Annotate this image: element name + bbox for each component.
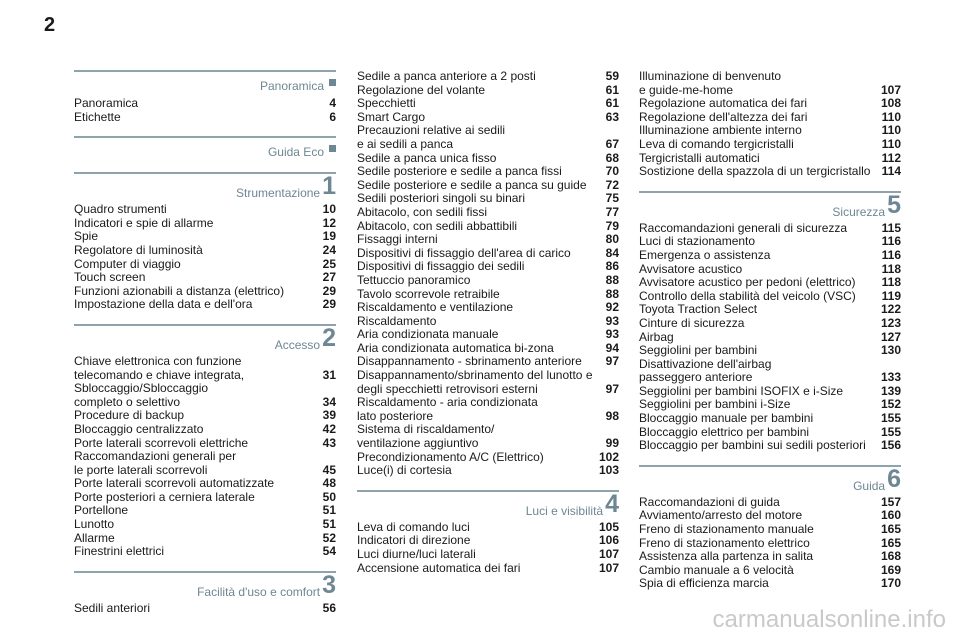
toc-entry-label: Regolazione del volante: [357, 82, 486, 97]
toc-entry-label: Sedile a panca anteriore a 2 posti: [357, 69, 536, 83]
toc-entry[interactable]: [74, 111, 336, 125]
square-bullet-icon: [329, 145, 336, 152]
toc-entry-page: 103: [598, 463, 619, 478]
chapter-number: 2: [322, 323, 336, 352]
toc-entry-page: 61: [605, 96, 619, 111]
toc-entry[interactable]: [357, 124, 619, 151]
toc-entry-page: 116: [881, 247, 901, 262]
toc-entry-label: Riscaldamento e ventilazione: [357, 300, 514, 315]
section-title: Luci e visibilità: [525, 503, 604, 518]
toc-entry[interactable]: [639, 358, 901, 385]
toc-entry-page: 42: [322, 421, 336, 436]
toc-entry-page: 56: [322, 600, 336, 615]
toc-entry-page: 67: [605, 136, 619, 151]
toc-entry[interactable]: [639, 523, 901, 537]
toc-entry-label: Regolazione dell'altezza dei fari: [639, 109, 808, 124]
toc-entry-label: Sedile posteriore e sedile a panca fissi: [357, 164, 562, 179]
toc-entry[interactable]: [74, 258, 336, 272]
toc-entry-label: Luci di stazionamento: [639, 234, 756, 249]
toc-entry-page: 156: [880, 438, 901, 453]
toc-entry-label: Bloccaggio per bambini sui sedili posteriori: [639, 438, 866, 453]
toc-entry-page: 48: [322, 476, 336, 491]
toc-entry-label: Avvisatore acustico per pedoni (elettrico): [639, 275, 856, 290]
toc-entry[interactable]: [74, 355, 336, 382]
toc-entry-label: Assistenza alla partenza in salita: [639, 549, 814, 564]
toc-entry[interactable]: [74, 285, 336, 299]
section-header: [74, 571, 336, 599]
toc-entry[interactable]: [639, 152, 901, 166]
toc-entry[interactable]: [74, 518, 336, 532]
toc-entry[interactable]: [74, 409, 336, 423]
toc-entry-label: Raccomandazioni generali di sicurezza: [639, 220, 848, 235]
chapter-number: 4: [605, 489, 619, 518]
toc-entry-page: 92: [605, 300, 619, 315]
toc-section: [74, 571, 336, 616]
toc-entry-page: 61: [605, 82, 619, 97]
toc-entry-label: Regolatore di luminosità: [74, 242, 203, 257]
toc-entry-page: 52: [322, 530, 336, 545]
toc-entry-page: 72: [605, 177, 619, 192]
toc-entry-label: Avviamento/arresto del motore: [639, 508, 803, 523]
section-header: [74, 324, 336, 352]
toc-entry-label: Illuminazione ambiente interno: [639, 123, 802, 138]
toc-entry-page: 29: [322, 283, 336, 298]
square-bullet-icon: [329, 79, 336, 86]
toc-entry-label: Sistema di riscaldamento/ ventilazione aggiuntivo: [357, 422, 495, 451]
toc-entry-page: 98: [605, 408, 619, 423]
toc-entry-page: 139: [880, 383, 901, 398]
toc-entry[interactable]: [357, 274, 619, 288]
watermark: carmanualsonline.info: [712, 606, 946, 633]
toc-entry-label: Sedile posteriore e sedile a panca su guide: [357, 177, 587, 192]
toc-entry[interactable]: [639, 165, 901, 179]
toc-entry[interactable]: [357, 534, 619, 548]
toc-entry-label: Bloccaggio manuale per bambini: [639, 411, 814, 426]
toc-entry-label: Seggiolini per bambini i-Size: [639, 397, 791, 412]
toc-entry-page: 165: [880, 522, 901, 537]
toc-entry-label: Abitacolo, con sedili abbattibili: [357, 218, 518, 233]
toc-entry-page: 19: [322, 229, 336, 244]
toc-section: [639, 465, 901, 591]
toc-entry-label: Indicatori e spie di allarme: [74, 215, 214, 230]
toc-entry-label: Seggiolini per bambini ISOFIX e i-Size: [639, 383, 844, 398]
toc-entry[interactable]: [639, 331, 901, 345]
section-header: [74, 70, 336, 94]
toc-entry[interactable]: [357, 288, 619, 302]
toc-entry[interactable]: [357, 369, 619, 396]
toc-entry[interactable]: [639, 138, 901, 152]
toc-entry-label: Seggiolini per bambini: [639, 343, 758, 358]
toc-entry[interactable]: [74, 382, 336, 409]
toc-entry-page: 84: [605, 245, 619, 260]
toc-entry-label: Tettuccio panoramico: [357, 272, 471, 287]
toc-entry[interactable]: [74, 217, 336, 231]
toc-entry[interactable]: [74, 423, 336, 437]
toc-entry-label: Smart Cargo: [357, 109, 426, 124]
toc-entry-label: Riscaldamento - aria condizionata lato posteriore: [357, 395, 538, 423]
toc-entry-page: 25: [322, 256, 336, 271]
toc-entry-page: 68: [605, 150, 619, 165]
toc-entry-page: 122: [880, 302, 901, 317]
toc-entry-label: Procedure di backup: [74, 408, 185, 423]
toc-entry-label: Allarme: [74, 530, 115, 545]
toc-section: [639, 70, 901, 179]
toc-entry-page: 169: [880, 562, 901, 577]
toc-entry-label: Leva di comando tergicristalli: [639, 136, 794, 151]
toc-entry-label: Luci diurne/luci laterali: [357, 547, 476, 561]
toc-entry[interactable]: [74, 437, 336, 451]
page-number: 2: [44, 14, 56, 36]
toc-entry-label: Controllo della stabilità del veicolo (VSC): [639, 288, 856, 303]
toc-entry-label: Touch screen: [74, 270, 146, 285]
toc-entry-label: Porte posteriori a cerniera laterale: [74, 489, 255, 504]
toc-entry-page: 51: [322, 517, 336, 532]
toc-entry-label: Porte laterali scorrevoli automatizzate: [74, 476, 275, 491]
toc-entry[interactable]: [357, 233, 619, 247]
toc-entry[interactable]: [639, 303, 901, 317]
toc-entry-label: Bloccaggio elettrico per bambini: [639, 424, 810, 439]
toc-entry[interactable]: [357, 206, 619, 220]
toc-entry-label: Emergenza o assistenza: [639, 247, 771, 262]
toc-entry-label: Tergicristalli automatici: [639, 150, 760, 165]
toc-entry-page: 43: [322, 435, 336, 450]
toc-entry[interactable]: [357, 464, 619, 478]
toc-entry[interactable]: [357, 451, 619, 465]
section-title: Panoramica: [259, 79, 324, 93]
toc-entry[interactable]: [357, 70, 619, 84]
chapter-number: 1: [322, 172, 336, 201]
toc-entry[interactable]: [639, 385, 901, 399]
section-title: Accesso: [274, 337, 321, 352]
toc-entry[interactable]: [74, 244, 336, 258]
section-header: [639, 191, 901, 219]
toc-entry-page: 4: [329, 96, 336, 110]
toc-entry-label: Dispositivi di fissaggio dell'area di carico: [357, 245, 571, 260]
toc-entry[interactable]: [74, 491, 336, 505]
section-header: [74, 172, 336, 200]
toc-entry-page: 6: [329, 109, 336, 124]
toc-entry-page: 107: [598, 560, 619, 575]
toc-entry[interactable]: [357, 396, 619, 423]
toc-entry-page: 160: [880, 508, 901, 523]
toc-entry-label: Avvisatore acustico: [639, 261, 743, 276]
toc-entry-page: 70: [605, 164, 619, 179]
toc-entry-page: 34: [322, 394, 336, 409]
toc-entry[interactable]: [357, 301, 619, 315]
toc-section: [74, 324, 336, 559]
toc-entry-page: 118: [881, 261, 901, 276]
toc-entry[interactable]: [74, 504, 336, 518]
toc-entry-label: Disappannamento - sbrinamento anteriore: [357, 354, 582, 369]
toc-entry[interactable]: [639, 537, 901, 551]
toc-entry-label: Freno di stazionamento elettrico: [639, 535, 810, 550]
toc-entry-label: Abitacolo, con sedili fissi: [357, 204, 488, 219]
toc-entry-page: 119: [881, 288, 901, 303]
toc-section: [74, 70, 336, 124]
toc-entry[interactable]: [357, 548, 619, 562]
toc-entry-label: Specchietti: [357, 96, 416, 111]
toc-entry-page: 110: [881, 109, 901, 124]
toc-entry[interactable]: [357, 111, 619, 125]
toc-entry[interactable]: [639, 577, 901, 591]
toc-entry-page: 63: [605, 109, 619, 124]
toc-entry-page: 10: [322, 202, 336, 217]
toc-entry-label: Leva di comando luci: [357, 519, 470, 534]
toc-entry-label: Finestrini elettrici: [74, 544, 165, 559]
section-title: Guida: [853, 478, 886, 493]
toc-entry-label: Dispositivi di fissaggio dei sedili: [357, 259, 525, 274]
toc-entry-page: 97: [605, 354, 619, 369]
toc-entry-page: 170: [880, 576, 901, 591]
toc-entry-label: Sedile a panca unica fisso: [357, 150, 497, 165]
toc-entry[interactable]: [639, 426, 901, 440]
toc-entry-page: 157: [880, 494, 901, 509]
toc-entry-label: Spia di efficienza marcia: [639, 576, 769, 591]
toc-entry-page: 88: [605, 286, 619, 301]
toc-section: [357, 70, 619, 478]
toc-section: [639, 191, 901, 453]
toc-entry-page: 54: [322, 544, 336, 559]
toc-entry-page: 59: [605, 69, 619, 83]
toc-entry-page: 93: [605, 327, 619, 342]
toc-entry[interactable]: [357, 152, 619, 166]
toc-entry-page: 29: [322, 297, 336, 312]
toc-entry[interactable]: [639, 276, 901, 290]
toc-entry-page: 80: [605, 232, 619, 247]
toc-entry-page: 27: [322, 270, 336, 285]
section-title: Sicurezza: [832, 204, 886, 219]
toc-entry-label: Regolazione automatica dei fari: [639, 96, 808, 111]
toc-entry[interactable]: [639, 235, 901, 249]
toc-entry-page: 133: [880, 370, 901, 385]
toc-entry-page: 165: [880, 535, 901, 550]
toc-entry-label: Sedili posteriori singoli su binari: [357, 191, 526, 206]
section-title: Guida Eco: [267, 145, 324, 160]
toc-entry-label: Freno di stazionamento manuale: [639, 522, 814, 537]
toc-entry[interactable]: [639, 70, 901, 97]
toc-entry-label: Luce(i) di cortesia: [357, 463, 452, 478]
toc-entry[interactable]: [357, 423, 619, 450]
toc-entry[interactable]: [74, 271, 336, 285]
toc-entry[interactable]: [74, 532, 336, 546]
toc-entry-label: Sedili anteriori: [74, 600, 151, 615]
section-title: Strumentazione: [236, 186, 321, 201]
toc-entry-page: 39: [322, 408, 336, 423]
toc-entry-label: Toyota Traction Select: [639, 302, 758, 317]
toc-entry[interactable]: [357, 165, 619, 179]
toc-entry-page: 97: [605, 381, 619, 396]
toc-entry[interactable]: [357, 355, 619, 369]
toc-column-1: [74, 70, 336, 615]
toc-entry-page: 107: [880, 82, 901, 97]
toc-entry[interactable]: [639, 290, 901, 304]
chapter-number: 6: [887, 464, 901, 493]
toc-entry-label: Aria condizionata manuale: [357, 327, 499, 342]
toc-column-3: [639, 70, 901, 591]
toc-entry[interactable]: [74, 230, 336, 244]
toc-entry-page: 110: [881, 123, 901, 138]
toc-entry-page: 24: [322, 242, 336, 257]
toc-entry-label: Illuminazione di benvenuto e guide-me-home: [639, 69, 782, 97]
section-header: [639, 465, 901, 493]
toc-entry-label: Computer di viaggio: [74, 256, 181, 271]
toc-column-2: [357, 70, 619, 575]
toc-entry-label: Indicatori di direzione: [357, 533, 471, 548]
toc-entry-page: 110: [881, 136, 901, 151]
toc-entry[interactable]: [74, 298, 336, 312]
toc-entry-page: 168: [880, 549, 901, 564]
toc-entry-page: 79: [605, 218, 619, 233]
toc-entry[interactable]: [74, 602, 336, 616]
toc-entry-page: 51: [322, 503, 336, 518]
toc-entry-label: Funzioni azionabili a distanza (elettrico): [74, 283, 285, 298]
toc-entry[interactable]: [357, 192, 619, 206]
toc-entry-label: Tavolo scorrevole retraibile: [357, 286, 500, 301]
toc-entry[interactable]: [74, 450, 336, 477]
toc-entry-label: Cambio manuale a 6 velocità: [639, 562, 794, 577]
toc-entry-page: 107: [598, 547, 619, 561]
toc-section: [357, 490, 619, 575]
toc-entry-page: 108: [880, 96, 901, 111]
toc-entry-label: Cinture di sicurezza: [639, 315, 745, 330]
chapter-number: 3: [322, 570, 336, 599]
section-header: [74, 136, 336, 160]
toc-entry-label: Aria condizionata automatica bi-zona: [357, 340, 554, 355]
toc-entry[interactable]: [639, 111, 901, 125]
toc-entry-page: 105: [598, 519, 619, 534]
toc-entry[interactable]: [639, 222, 901, 236]
toc-entry[interactable]: [74, 97, 336, 111]
toc-entry-page: 86: [605, 259, 619, 274]
toc-entry-page: 123: [880, 315, 901, 330]
toc-entry-label: Riscaldamento: [357, 313, 437, 328]
toc-entry[interactable]: [357, 342, 619, 356]
toc-entry-label: Porte laterali scorrevoli elettriche: [74, 435, 249, 450]
toc-entry-label: Airbag: [639, 329, 674, 344]
toc-entry-page: 94: [605, 340, 619, 355]
toc-entry[interactable]: [357, 247, 619, 261]
toc-entry[interactable]: [639, 412, 901, 426]
toc-entry-label: Raccomandazioni di guida: [639, 494, 780, 509]
toc-entry-page: 50: [322, 489, 336, 504]
toc-entry-page: 45: [322, 462, 336, 477]
toc-entry[interactable]: [357, 179, 619, 193]
toc-entry-label: Impostazione della data e dell'ora: [74, 297, 253, 312]
toc-entry-label: Sostizione della spazzola di un tergicristallo: [639, 164, 871, 179]
toc-entry-label: Precondizionamento A/C (Elettrico): [357, 449, 544, 464]
toc-entry-label: Portellone: [74, 503, 129, 518]
toc-entry-page: 118: [881, 275, 901, 290]
toc-entry-page: 152: [880, 397, 901, 412]
toc-entry[interactable]: [357, 84, 619, 98]
toc-section: [74, 136, 336, 160]
toc-entry-label: Accensione automatica dei fari: [357, 560, 521, 575]
toc-entry[interactable]: [74, 203, 336, 217]
toc-entry-label: Quadro strumenti: [74, 202, 167, 217]
toc-entry-label: Precauzioni relative ai sedili e ai sedili a panca: [357, 123, 506, 151]
toc-entry-page: 155: [880, 411, 901, 426]
toc-entry[interactable]: [639, 249, 901, 263]
toc-entry-label: Disappannamento/sbrinamento del lunotto e degli specchietti retrovisori esterni: [357, 368, 593, 396]
toc-entry-page: 31: [322, 367, 336, 382]
toc-entry[interactable]: [639, 439, 901, 453]
toc-entry[interactable]: [357, 220, 619, 234]
toc-entry-label: Sbloccaggio/Sbloccaggio completo o selettivo: [74, 381, 209, 409]
toc-entry[interactable]: [357, 328, 619, 342]
toc-entry-label: Fissaggi interni: [357, 232, 438, 247]
toc-entry-page: 93: [605, 313, 619, 328]
toc-entry-label: Lunotto: [74, 517, 115, 532]
toc-entry-page: 106: [598, 533, 619, 548]
toc-entry[interactable]: [74, 477, 336, 491]
toc-entry[interactable]: [639, 398, 901, 412]
toc-entry[interactable]: [357, 562, 619, 576]
toc-entry[interactable]: [639, 317, 901, 331]
toc-entry-label: Bloccaggio centralizzato: [74, 421, 204, 436]
toc-entry[interactable]: [639, 496, 901, 510]
toc-entry[interactable]: [357, 315, 619, 329]
toc-entry-page: 115: [881, 220, 901, 235]
toc-entry-label: Etichette: [74, 109, 121, 124]
toc-entry-page: 114: [881, 164, 901, 179]
toc-entry-page: 155: [880, 424, 901, 439]
toc-entry[interactable]: [639, 509, 901, 523]
toc-section: [74, 172, 336, 312]
toc-entry[interactable]: [639, 124, 901, 138]
toc-entry-page: 75: [605, 191, 619, 206]
toc-entry-page: 99: [605, 436, 619, 451]
chapter-number: 5: [887, 190, 901, 219]
section-header: [357, 490, 619, 518]
toc-entry[interactable]: [639, 564, 901, 578]
toc-entry-label: Panoramica: [74, 96, 139, 110]
toc-entry-label: Spie: [74, 229, 99, 244]
toc-entry-page: 112: [881, 150, 901, 165]
toc-entry[interactable]: [357, 260, 619, 274]
toc-entry[interactable]: [639, 263, 901, 277]
toc-entry-label: Chiave elettronica con funzione telecomando e chiave integrata,: [74, 353, 245, 382]
toc-entry-page: 88: [605, 272, 619, 287]
toc-entry-label: Raccomandazioni generali per le porte laterali scorrevoli: [74, 449, 237, 477]
toc-entry[interactable]: [639, 550, 901, 564]
toc-entry-page: 102: [598, 449, 619, 464]
toc-entry-label: Disattivazione dell'airbag passeggero anteriore: [639, 356, 772, 385]
toc-entry[interactable]: [74, 545, 336, 559]
toc-entry[interactable]: [357, 97, 619, 111]
toc-entry[interactable]: [639, 344, 901, 358]
toc-entry-page: 77: [605, 204, 619, 219]
toc-entry-page: 127: [880, 329, 901, 344]
toc-entry[interactable]: [639, 97, 901, 111]
toc-entry[interactable]: [357, 521, 619, 535]
section-title: Facilità d'uso e comfort: [197, 584, 321, 599]
toc-entry-page: 116: [881, 234, 901, 249]
toc-entry-page: 12: [322, 215, 336, 230]
toc-entry-page: 130: [880, 343, 901, 358]
